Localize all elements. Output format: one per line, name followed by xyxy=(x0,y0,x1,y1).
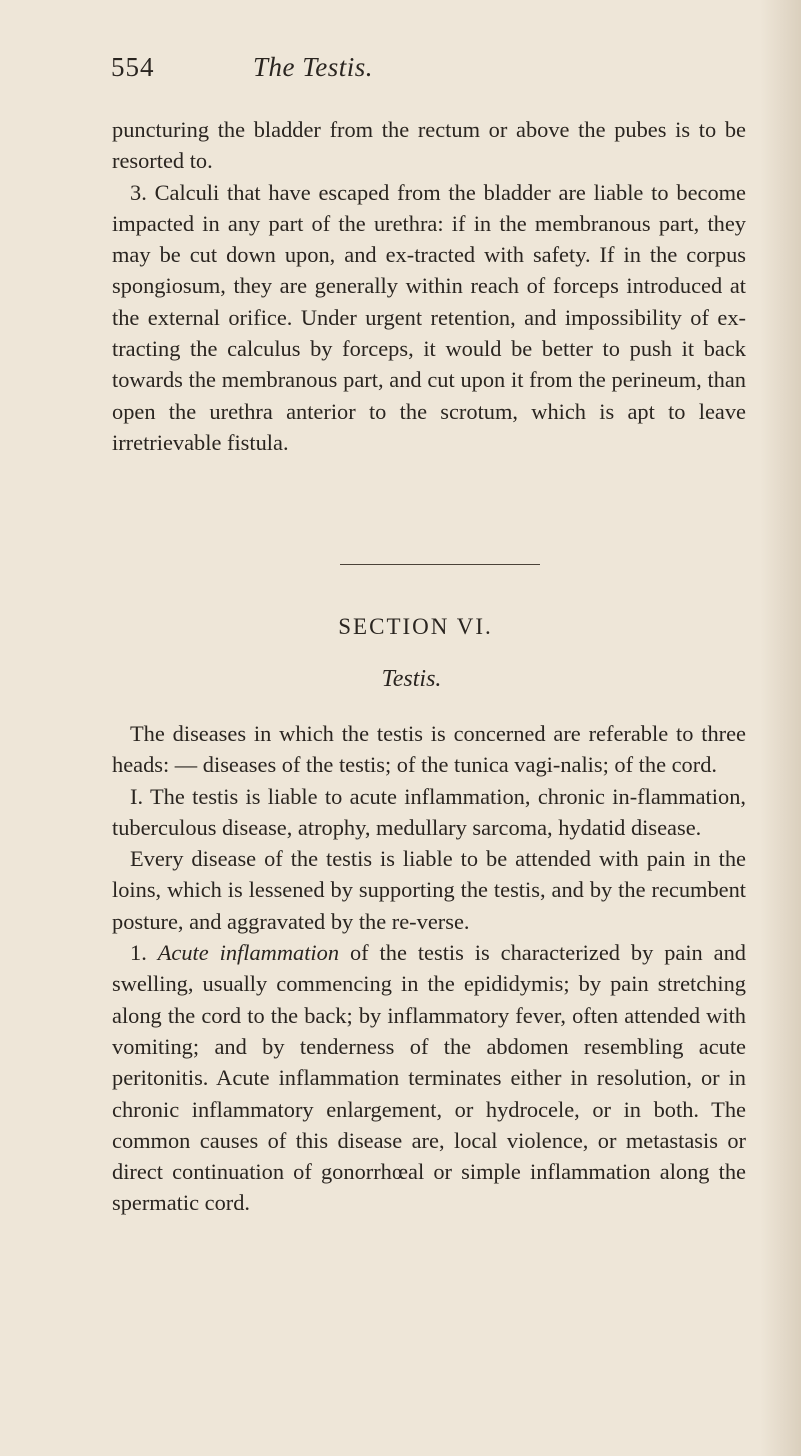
italic-term: Acute inflammation xyxy=(157,940,340,966)
section-text-block xyxy=(112,718,746,1219)
paragraph-number: 1. xyxy=(130,940,147,966)
section-subtitle: Testis. xyxy=(381,666,442,692)
section-heading: SECTION VI. xyxy=(338,614,493,639)
paragraph: puncturing the bladder from the rectum or above the pubes is to be resorted to. xyxy=(112,117,746,174)
paragraph-acute-inflammation xyxy=(112,937,746,1219)
paragraph: The diseases in which the testis is concerned are referable to three heads: — diseases of the testis; of the tunica vagi-nalis; of the cord. xyxy=(112,721,746,778)
paragraph: Every disease of the testis is liable to be attended with pain in the loins, which is lessened by supporting the testis, and by the recumbent posture, and aggravated by the re-verse. xyxy=(112,846,746,934)
paragraph: I. The testis is liable to acute inflammation, chronic in-flammation, tuberculous disease, atrophy, medullary sarcoma, hydatid disease. xyxy=(112,783,746,840)
page-header xyxy=(111,52,411,92)
section-divider xyxy=(340,564,540,565)
paragraph-body: of the testis is characterized by pain and swelling, usually commencing in the epididymis; by pain stretching along the cord to the back; by inflammatory fever, often attended with vomiting; and by tenderness of the abdomen resembling acute peritonitis. Acute inflammation terminates either in resolution, or in chronic inflammatory enlargement, or hydrocele, or in both. The common causes of this disease are, local violence, or metastasis or direct continuation of gonorrhœal or simple inflammation along the spermatic cord. xyxy=(112,940,746,1216)
continued-text-block xyxy=(112,114,746,458)
page-number: 554 xyxy=(111,52,155,82)
running-title: The Testis. xyxy=(253,52,374,82)
paragraph: 3. Calculi that have escaped from the bladder are liable to become impacted in any part of the urethra: if in the membranous part, they may be cut down upon, and ex-tracted with safety. If in the corpus spongiosum, they are generally within reach of forceps introduced at the external orifice. Under urgent retention, and impossibility of ex-tracting the calculus by forceps, it would be better to push it back towards the membranous part, and cut upon it from the perineum, than open the urethra anterior to the scrotum, which is apt to leave irretrievable fistula. xyxy=(112,179,746,455)
